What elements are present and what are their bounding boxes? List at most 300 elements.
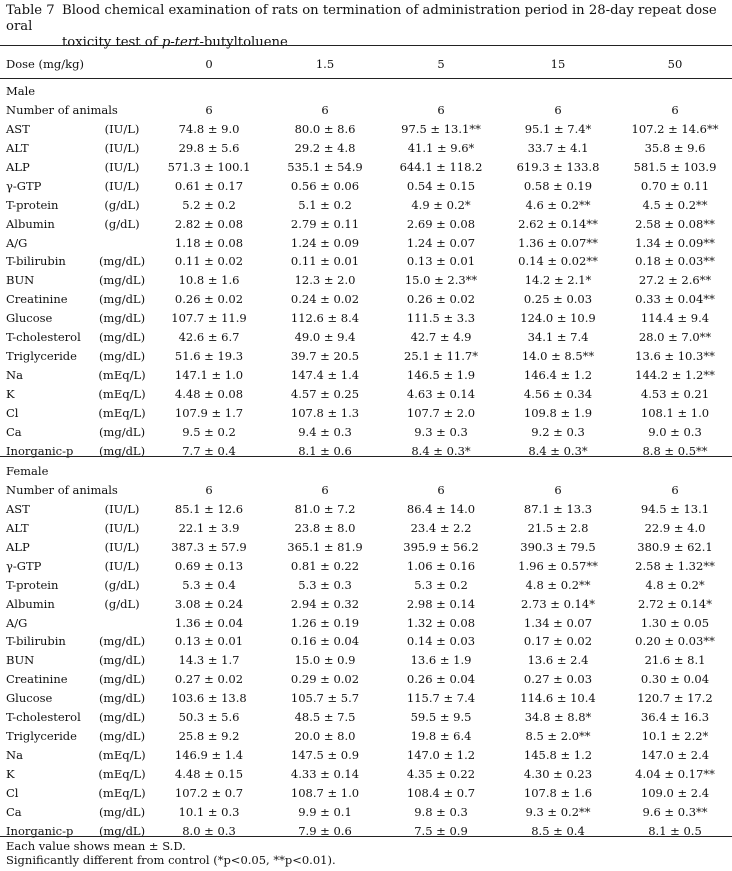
parameter-name: T-bilirubin <box>6 634 66 649</box>
value-cell: 4.33 ± 0.14 <box>290 767 360 781</box>
value-cell: 0.56 ± 0.06 <box>290 178 360 193</box>
parameter-unit: (mg/dL) <box>98 710 146 725</box>
caption-line-1: Blood chemical examination of rats on termination of administration period in 28-day repeat dose oral <box>6 3 717 34</box>
value-cell: 9.3 ± 0.3 <box>414 424 468 439</box>
footnote-line-2: Significantly different from control (*p<0.05, **p<0.01). <box>6 853 336 867</box>
value-cell: 0.61 ± 0.17 <box>174 178 244 193</box>
value-cell: 22.1 ± 3.9 <box>178 520 240 535</box>
value-cell: 81.0 ± 7.2 <box>294 501 356 516</box>
value-cell: 23.4 ± 2.2 <box>410 520 472 535</box>
parameter-unit: (g/dL) <box>104 596 140 611</box>
value-cell: 59.5 ± 9.5 <box>410 710 472 725</box>
section-rule <box>0 456 732 457</box>
value-cell: 22.9 ± 4.0 <box>644 520 706 535</box>
table-row <box>0 442 732 461</box>
top-rule <box>0 45 732 46</box>
parameter-name: Creatinine <box>6 672 68 687</box>
value-cell: 147.0 ± 2.4 <box>640 748 710 763</box>
parameter-name: T-protein <box>6 577 59 592</box>
parameter-name: Triglyceride <box>6 349 77 364</box>
value-cell: 5.3 ± 0.2 <box>414 577 468 592</box>
table-row <box>0 196 732 215</box>
parameter-name: Creatinine <box>6 292 68 307</box>
parameter-name: Ca <box>6 424 22 439</box>
table-row <box>0 746 732 765</box>
value-cell: 9.8 ± 0.3 <box>414 804 468 819</box>
parameter-unit: (IU/L) <box>104 558 140 573</box>
table-row <box>0 139 732 158</box>
parameter-name: Albumin <box>6 216 55 231</box>
parameter-unit: (mEq/L) <box>98 748 146 763</box>
value-cell: 0.54 ± 0.15 <box>406 178 476 193</box>
female-section <box>0 462 732 841</box>
value-cell: 1.06 ± 0.16 <box>406 558 476 573</box>
value-cell: 145.8 ± 1.2 <box>523 748 593 763</box>
value-cell: 0.14 ± 0.03 <box>406 634 476 649</box>
parameter-unit: (IU/L) <box>104 159 140 174</box>
value-cell: 0.14 ± 0.02** <box>518 254 598 269</box>
value-cell: 5.3 ± 0.3 <box>298 577 352 592</box>
value-cell: 0.26 ± 0.02 <box>406 292 476 307</box>
value-cell: 87.1 ± 13.3 <box>523 501 593 516</box>
value-cell: 4.6 ± 0.2** <box>525 197 591 212</box>
parameter-unit: (mEq/L) <box>98 767 146 781</box>
value-cell: 21.5 ± 2.8 <box>527 520 589 535</box>
value-cell: 42.7 ± 4.9 <box>410 330 472 345</box>
parameter-name: K <box>6 767 15 781</box>
table-row <box>0 670 732 689</box>
value-cell: 9.4 ± 0.3 <box>298 424 352 439</box>
value-cell: 2.58 ± 1.32** <box>635 558 715 573</box>
value-cell: 4.30 ± 0.23 <box>523 767 593 781</box>
parameter-unit: (mg/dL) <box>98 292 146 307</box>
value-cell: 19.8 ± 6.4 <box>410 729 472 744</box>
value-cell: 8.0 ± 0.3 <box>182 823 236 838</box>
parameter-unit: (g/dL) <box>104 577 140 592</box>
value-cell: 9.2 ± 0.3 <box>531 424 585 439</box>
table-row <box>0 689 732 708</box>
parameter-unit: (mg/dL) <box>98 254 146 269</box>
value-cell: 9.0 ± 0.3 <box>648 424 702 439</box>
value-cell: 8.1 ± 0.6 <box>298 443 352 458</box>
table-row <box>0 177 732 196</box>
value-cell: 6 <box>321 102 329 117</box>
value-cell: 144.2 ± 1.2** <box>635 368 715 383</box>
table-row <box>0 765 732 784</box>
parameter-unit: (IU/L) <box>104 178 140 193</box>
table-row <box>0 385 732 404</box>
value-cell: 535.1 ± 54.9 <box>287 159 363 174</box>
value-cell: 108.7 ± 1.0 <box>290 785 360 800</box>
parameter-name: A/G <box>6 615 28 630</box>
value-cell: 4.53 ± 0.21 <box>640 387 710 401</box>
value-cell: 4.48 ± 0.15 <box>174 767 244 781</box>
parameter-unit: (mg/dL) <box>98 311 146 326</box>
value-cell: 619.3 ± 133.8 <box>516 159 600 174</box>
value-cell: 0.11 ± 0.02 <box>174 254 244 269</box>
value-cell: 114.6 ± 10.4 <box>520 691 596 706</box>
table-row <box>0 158 732 177</box>
value-cell: 365.1 ± 81.9 <box>287 539 363 554</box>
parameter-name: Cl <box>6 405 19 420</box>
caption-line-2-italic: p-tert <box>161 35 200 50</box>
parameter-unit: (g/dL) <box>104 197 140 212</box>
male-section <box>0 82 732 461</box>
parameter-name: Inorganic-p <box>6 443 74 458</box>
value-cell: 0.33 ± 0.04** <box>635 292 715 307</box>
table-row <box>0 366 732 385</box>
value-cell: 107.2 ± 14.6** <box>631 121 719 136</box>
value-cell: 29.2 ± 4.8 <box>294 140 356 155</box>
value-cell: 0.13 ± 0.01 <box>174 634 244 649</box>
parameter-name: T-cholesterol <box>6 710 81 725</box>
parameter-name: Inorganic-p <box>6 823 74 838</box>
parameter-name: T-cholesterol <box>6 330 81 345</box>
value-cell: 27.2 ± 2.6** <box>638 273 712 288</box>
value-cell: 10.1 ± 2.2* <box>641 729 709 744</box>
value-cell: 6 <box>554 102 562 117</box>
value-cell: 10.1 ± 0.3 <box>178 804 240 819</box>
parameter-unit: (IU/L) <box>104 520 140 535</box>
value-cell: 36.4 ± 16.3 <box>640 710 710 725</box>
value-cell: 8.1 ± 0.5 <box>648 823 702 838</box>
parameter-unit: (mg/dL) <box>98 672 146 687</box>
value-cell: 1.30 ± 0.05 <box>640 615 710 630</box>
value-cell: 74.8 ± 9.0 <box>178 121 240 136</box>
value-cell: 107.2 ± 0.7 <box>174 785 244 800</box>
table-row <box>0 538 732 557</box>
value-cell: 1.18 ± 0.08 <box>174 235 244 250</box>
parameter-name: Albumin <box>6 596 55 611</box>
value-cell: 2.73 ± 0.14* <box>521 596 595 611</box>
value-cell: 390.3 ± 79.5 <box>520 539 596 554</box>
value-cell: 6 <box>205 102 213 117</box>
value-cell: 80.0 ± 8.6 <box>294 121 356 136</box>
dose-column-3: 15 <box>550 57 566 71</box>
value-cell: 48.5 ± 7.5 <box>294 710 356 725</box>
parameter-unit: (mg/dL) <box>98 691 146 706</box>
parameter-unit: (mg/dL) <box>98 729 146 744</box>
value-cell: 94.5 ± 13.1 <box>640 501 710 516</box>
value-cell: 6 <box>437 102 445 117</box>
value-cell: 107.7 ± 11.9 <box>171 311 247 326</box>
value-cell: 0.17 ± 0.02 <box>523 634 593 649</box>
header-rule <box>0 78 732 79</box>
parameter-unit: (mg/dL) <box>98 653 146 668</box>
parameter-name: Triglyceride <box>6 729 77 744</box>
parameter-name: Number of animals <box>6 482 118 497</box>
value-cell: 25.1 ± 11.7* <box>404 349 478 364</box>
table-number: Table 7 <box>6 3 55 18</box>
value-cell: 8.4 ± 0.3* <box>411 443 471 458</box>
value-cell: 9.9 ± 0.1 <box>298 804 352 819</box>
parameter-unit: (IU/L) <box>104 121 140 136</box>
value-cell: 21.6 ± 8.1 <box>644 653 706 668</box>
value-cell: 395.9 ± 56.2 <box>403 539 479 554</box>
value-cell: 2.98 ± 0.14 <box>406 596 476 611</box>
value-cell: 7.9 ± 0.6 <box>298 823 352 838</box>
value-cell: 1.26 ± 0.19 <box>290 615 360 630</box>
caption-line-2-suffix: -butyltoluene <box>199 35 288 50</box>
table-row <box>0 595 732 614</box>
table-row <box>0 803 732 822</box>
value-cell: 146.4 ± 1.2 <box>523 368 593 383</box>
value-cell: 146.5 ± 1.9 <box>406 368 476 383</box>
value-cell: 2.58 ± 0.08** <box>635 216 715 231</box>
parameter-name: Glucose <box>6 691 53 706</box>
table-row <box>0 727 732 746</box>
value-cell: 6 <box>205 482 213 497</box>
footnote-line-1: Each value shows mean ± S.D. <box>6 839 186 853</box>
table-row <box>0 328 732 347</box>
value-cell: 0.70 ± 0.11 <box>640 178 710 193</box>
value-cell: 109.0 ± 2.4 <box>640 785 710 800</box>
value-cell: 2.82 ± 0.08 <box>174 216 244 231</box>
parameter-unit: (mEq/L) <box>98 368 146 383</box>
value-cell: 147.0 ± 1.2 <box>406 748 476 763</box>
value-cell: 1.34 ± 0.07 <box>523 615 593 630</box>
value-cell: 41.1 ± 9.6* <box>407 140 475 155</box>
parameter-unit: (mg/dL) <box>98 349 146 364</box>
male-rows <box>0 101 732 461</box>
value-cell: 6 <box>671 482 679 497</box>
table-row <box>0 481 732 500</box>
value-cell: 107.8 ± 1.6 <box>523 785 593 800</box>
value-cell: 25.8 ± 9.2 <box>178 729 240 744</box>
dose-column-1: 1.5 <box>315 57 335 71</box>
parameter-name: γ-GTP <box>6 178 42 193</box>
value-cell: 7.7 ± 0.4 <box>182 443 236 458</box>
footnotes <box>6 839 726 867</box>
value-cell: 0.27 ± 0.02 <box>174 672 244 687</box>
value-cell: 5.3 ± 0.4 <box>182 577 236 592</box>
parameter-name: AST <box>6 121 30 136</box>
section-label-male: Male <box>6 84 36 98</box>
value-cell: 12.3 ± 2.0 <box>294 273 356 288</box>
parameter-name: ALP <box>6 159 30 174</box>
value-cell: 4.63 ± 0.14 <box>406 387 476 401</box>
parameter-name: K <box>6 387 15 401</box>
value-cell: 2.79 ± 0.11 <box>290 216 360 231</box>
parameter-name: ALT <box>6 140 29 155</box>
value-cell: 387.3 ± 57.9 <box>171 539 247 554</box>
table-row <box>0 822 732 841</box>
parameter-name: Cl <box>6 785 19 800</box>
value-cell: 14.3 ± 1.7 <box>178 653 240 668</box>
value-cell: 2.72 ± 0.14* <box>638 596 712 611</box>
value-cell: 107.7 ± 2.0 <box>406 405 476 420</box>
value-cell: 85.1 ± 12.6 <box>174 501 244 516</box>
value-cell: 13.6 ± 1.9 <box>410 653 472 668</box>
value-cell: 14.0 ± 8.5** <box>521 349 595 364</box>
value-cell: 3.08 ± 0.24 <box>174 596 244 611</box>
dose-column-0: 0 <box>205 57 213 71</box>
parameter-unit: (mEq/L) <box>98 387 146 401</box>
value-cell: 9.5 ± 0.2 <box>182 424 236 439</box>
value-cell: 105.7 ± 5.7 <box>290 691 360 706</box>
value-cell: 4.8 ± 0.2** <box>525 577 591 592</box>
table-row <box>0 252 732 271</box>
table-row <box>0 404 732 423</box>
female-rows <box>0 481 732 841</box>
table-row <box>0 519 732 538</box>
parameter-unit: (mg/dL) <box>98 443 146 458</box>
value-cell: 1.34 ± 0.09** <box>635 235 715 250</box>
bottom-rule <box>0 836 732 837</box>
parameter-name: BUN <box>6 273 35 288</box>
value-cell: 108.4 ± 0.7 <box>406 785 476 800</box>
value-cell: 103.6 ± 13.8 <box>171 691 247 706</box>
value-cell: 146.9 ± 1.4 <box>174 748 244 763</box>
value-cell: 0.58 ± 0.19 <box>523 178 593 193</box>
table-row <box>0 120 732 139</box>
value-cell: 109.8 ± 1.9 <box>523 405 593 420</box>
value-cell: 4.56 ± 0.34 <box>523 387 593 401</box>
value-cell: 0.11 ± 0.01 <box>290 254 360 269</box>
parameter-name: Na <box>6 368 23 383</box>
value-cell: 111.5 ± 3.3 <box>406 311 476 326</box>
value-cell: 1.32 ± 0.08 <box>406 615 476 630</box>
parameter-name: ALP <box>6 539 30 554</box>
caption-line-2-prefix: toxicity test of <box>62 35 162 50</box>
value-cell: 9.3 ± 0.2** <box>525 804 591 819</box>
value-cell: 6 <box>437 482 445 497</box>
value-cell: 14.2 ± 2.1* <box>524 273 592 288</box>
parameter-name: Na <box>6 748 23 763</box>
parameter-unit: (mg/dL) <box>98 634 146 649</box>
value-cell: 1.36 ± 0.04 <box>174 615 244 630</box>
parameter-unit: (IU/L) <box>104 140 140 155</box>
table-row <box>0 708 732 727</box>
value-cell: 50.3 ± 5.6 <box>178 710 240 725</box>
value-cell: 1.36 ± 0.07** <box>518 235 598 250</box>
table-row <box>0 557 732 576</box>
value-cell: 4.9 ± 0.2* <box>411 197 471 212</box>
value-cell: 13.6 ± 10.3** <box>635 349 715 364</box>
value-cell: 1.96 ± 0.57** <box>518 558 598 573</box>
parameter-name: γ-GTP <box>6 558 42 573</box>
dose-label: Dose (mg/kg) <box>6 57 84 71</box>
value-cell: 5.1 ± 0.2 <box>298 197 352 212</box>
value-cell: 34.8 ± 8.8* <box>524 710 592 725</box>
parameter-name: T-bilirubin <box>6 254 66 269</box>
table-header <box>0 55 732 73</box>
table-caption <box>6 3 726 51</box>
value-cell: 0.26 ± 0.02 <box>174 292 244 307</box>
value-cell: 112.6 ± 8.4 <box>290 311 360 326</box>
value-cell: 107.9 ± 1.7 <box>174 405 244 420</box>
value-cell: 644.1 ± 118.2 <box>399 159 483 174</box>
value-cell: 0.13 ± 0.01 <box>406 254 476 269</box>
value-cell: 4.35 ± 0.22 <box>406 767 476 781</box>
value-cell: 147.1 ± 1.0 <box>174 368 244 383</box>
value-cell: 0.69 ± 0.13 <box>174 558 244 573</box>
table-row <box>0 423 732 442</box>
table-row <box>0 632 732 651</box>
value-cell: 4.5 ± 0.2** <box>642 197 708 212</box>
value-cell: 51.6 ± 19.3 <box>174 349 244 364</box>
value-cell: 33.7 ± 4.1 <box>527 140 589 155</box>
value-cell: 6 <box>554 482 562 497</box>
value-cell: 0.18 ± 0.03** <box>635 254 715 269</box>
value-cell: 1.24 ± 0.07 <box>406 235 476 250</box>
value-cell: 5.2 ± 0.2 <box>182 197 236 212</box>
value-cell: 39.7 ± 20.5 <box>290 349 360 364</box>
parameter-unit: (mEq/L) <box>98 405 146 420</box>
section-label-female: Female <box>6 464 49 478</box>
value-cell: 0.29 ± 0.02 <box>290 672 360 687</box>
parameter-unit: (g/dL) <box>104 216 140 231</box>
value-cell: 0.20 ± 0.03** <box>635 634 715 649</box>
value-cell: 86.4 ± 14.0 <box>406 501 476 516</box>
parameter-name: BUN <box>6 653 35 668</box>
table-row <box>0 215 732 234</box>
value-cell: 6 <box>671 102 679 117</box>
value-cell: 8.5 ± 0.4 <box>531 823 585 838</box>
value-cell: 114.4 ± 9.4 <box>640 311 710 326</box>
value-cell: 23.8 ± 8.0 <box>294 520 356 535</box>
parameter-name: Ca <box>6 804 22 819</box>
value-cell: 8.5 ± 2.0** <box>525 729 591 744</box>
parameter-unit: (mg/dL) <box>98 273 146 288</box>
table-row <box>0 234 732 253</box>
value-cell: 1.24 ± 0.09 <box>290 235 360 250</box>
value-cell: 15.0 ± 2.3** <box>404 273 478 288</box>
value-cell: 115.7 ± 7.4 <box>406 691 476 706</box>
value-cell: 10.8 ± 1.6 <box>178 273 240 288</box>
parameter-name: A/G <box>6 235 28 250</box>
value-cell: 2.62 ± 0.14** <box>518 216 598 231</box>
value-cell: 15.0 ± 0.9 <box>294 653 356 668</box>
value-cell: 35.8 ± 9.6 <box>644 140 706 155</box>
table-row <box>0 347 732 366</box>
value-cell: 4.57 ± 0.25 <box>290 387 360 401</box>
value-cell: 2.69 ± 0.08 <box>406 216 476 231</box>
parameter-unit: (IU/L) <box>104 501 140 516</box>
value-cell: 0.25 ± 0.03 <box>523 292 593 307</box>
table-row <box>0 290 732 309</box>
value-cell: 8.8 ± 0.5** <box>642 443 708 458</box>
value-cell: 29.8 ± 5.6 <box>178 140 240 155</box>
parameter-unit: (mg/dL) <box>98 823 146 838</box>
table-row <box>0 651 732 670</box>
table-row <box>0 614 732 633</box>
parameter-unit: (IU/L) <box>104 539 140 554</box>
parameter-name: AST <box>6 501 30 516</box>
value-cell: 9.6 ± 0.3** <box>642 804 708 819</box>
table-row <box>0 500 732 519</box>
value-cell: 571.3 ± 100.1 <box>167 159 251 174</box>
value-cell: 95.1 ± 7.4* <box>524 121 592 136</box>
value-cell: 49.0 ± 9.4 <box>294 330 356 345</box>
value-cell: 0.27 ± 0.03 <box>523 672 593 687</box>
parameter-name: Glucose <box>6 311 53 326</box>
value-cell: 6 <box>321 482 329 497</box>
table-row <box>0 271 732 290</box>
parameter-unit: (mEq/L) <box>98 785 146 800</box>
value-cell: 13.6 ± 2.4 <box>527 653 589 668</box>
table-row <box>0 309 732 328</box>
value-cell: 380.9 ± 62.1 <box>637 539 713 554</box>
value-cell: 124.0 ± 10.9 <box>520 311 596 326</box>
value-cell: 147.4 ± 1.4 <box>290 368 360 383</box>
value-cell: 42.6 ± 6.7 <box>178 330 240 345</box>
value-cell: 0.30 ± 0.04 <box>640 672 710 687</box>
value-cell: 147.5 ± 0.9 <box>290 748 360 763</box>
table-row <box>0 101 732 120</box>
value-cell: 107.8 ± 1.3 <box>290 405 360 420</box>
value-cell: 2.94 ± 0.32 <box>290 596 360 611</box>
